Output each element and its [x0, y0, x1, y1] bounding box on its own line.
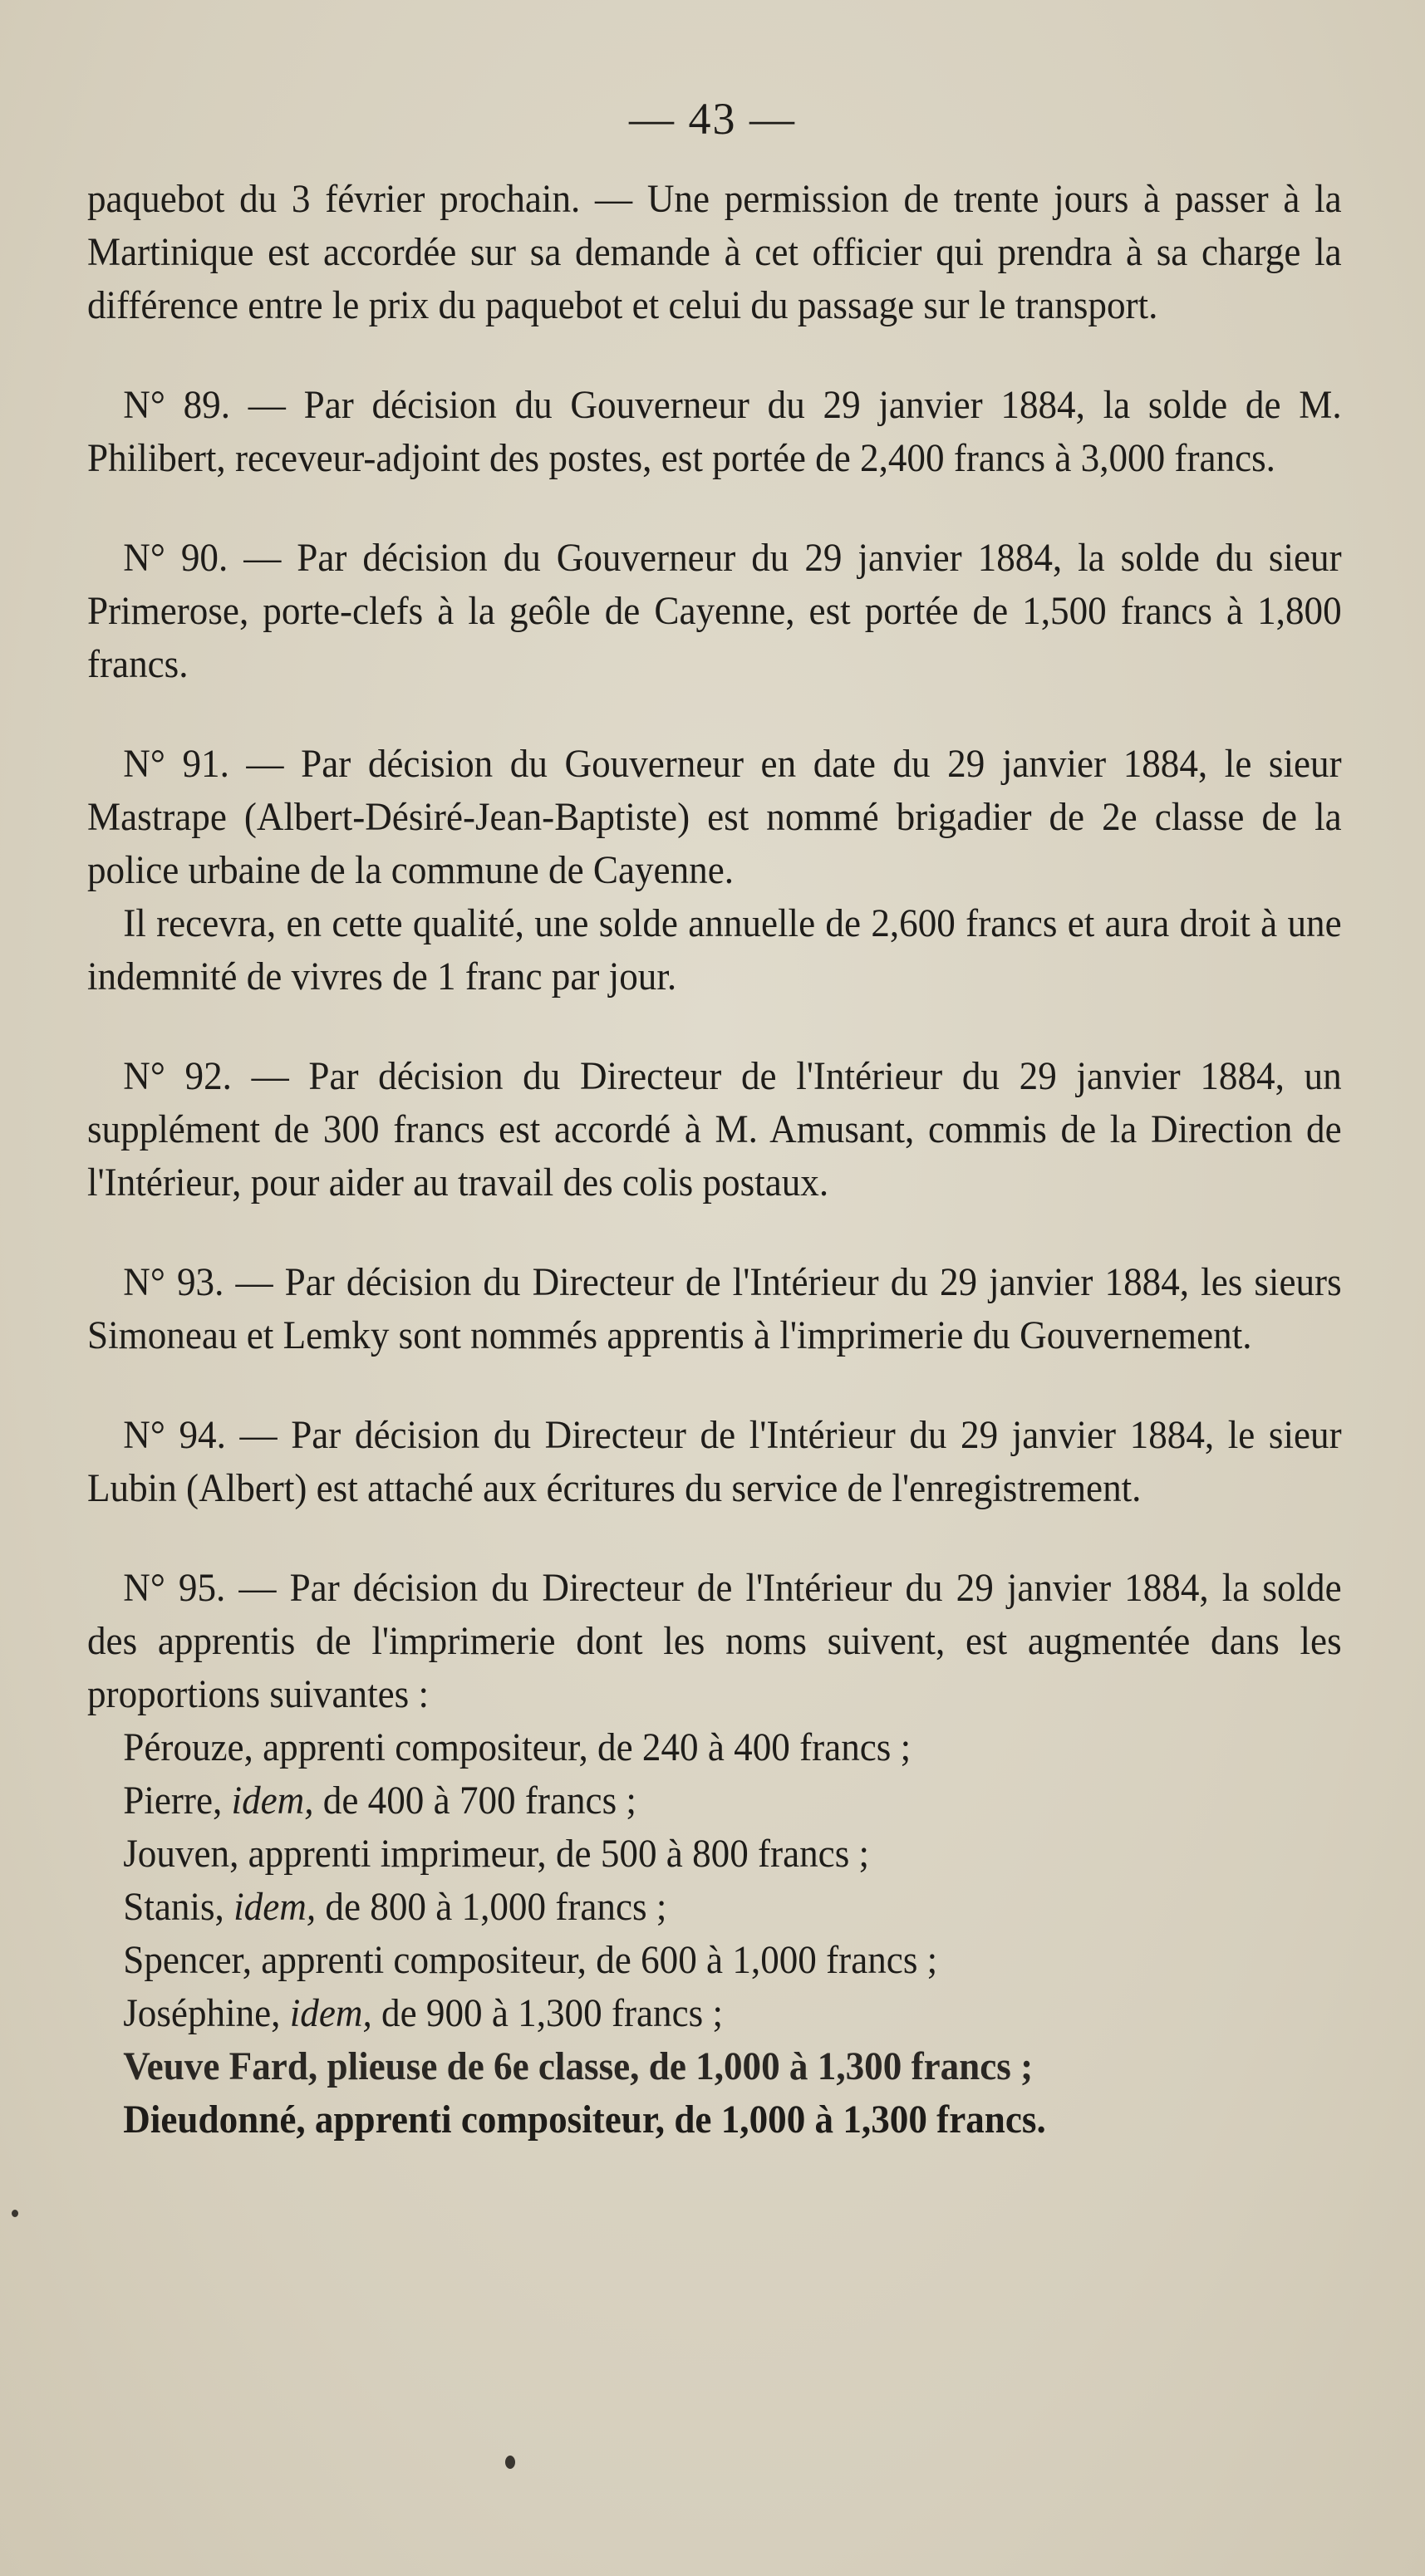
decision-91-continuation: Il recevra, en cette qualité, une solde annuelle de 2,600 francs et aura droit à une indemnité de vivres de 1 franc par jour.	[87, 901, 1342, 999]
apprentice-item	[87, 2093, 1342, 2147]
apprentice-name: Pérouze,	[123, 1725, 253, 1769]
apprentice-change: de 240 à 400 francs ;	[597, 1725, 912, 1769]
apprentice-name: Pierre,	[123, 1779, 223, 1823]
document-body	[87, 173, 1342, 2147]
decision-91: N° 91. — Par décision du Gouverneur en date du 29 janvier 1884, le sieur Mastrape (Albert-Désiré-Jean-Baptiste) est nommé brigadier de 2e classe de la police urbaine de la commune de Cayenne.	[87, 742, 1342, 892]
apprentice-change: de 1,000 à 1,300 francs.	[674, 2098, 1046, 2142]
paragraph-intro: paquebot du 3 février prochain. — Une permission de trente jours à passer à la Martinique est accordée sur sa demande à cet officier qui prendra à sa charge la différence entre le prix du paquebot et celui du passage sur le transport.	[87, 177, 1342, 327]
apprentice-change: de 400 à 700 francs ;	[322, 1779, 636, 1823]
apprentice-name: Stanis,	[123, 1885, 224, 1929]
apprentice-name: Veuve Fard,	[123, 2044, 318, 2088]
apprentice-role: apprenti compositeur,	[261, 1938, 587, 1982]
page-number: — 43 —	[629, 94, 796, 144]
decision-89: N° 89. — Par décision du Gouverneur du 29 janvier 1884, la solde de M. Philibert, receveur-adjoint des postes, est portée de 2,400 francs à 3,000 francs.	[87, 383, 1342, 480]
decision-90: N° 90. — Par décision du Gouverneur du 29 janvier 1884, la solde du sieur Primerose, porte-clefs à la geôle de Cayenne, est portée de 1,500 francs à 1,800 francs.	[87, 536, 1342, 686]
apprentice-role: idem,	[231, 1779, 314, 1823]
apprentice-item	[87, 2040, 1342, 2093]
apprentice-name: Spencer,	[123, 1938, 253, 1982]
apprentice-change: de 500 à 800 francs ;	[555, 1832, 870, 1876]
apprentice-role: apprenti imprimeur,	[248, 1832, 547, 1876]
apprentice-item	[87, 1721, 1342, 1774]
apprentice-change: de 600 à 1,000 francs ;	[596, 1938, 938, 1982]
decision-95: N° 95. — Par décision du Directeur de l'Intérieur du 29 janvier 1884, la solde des apprentis de l'imprimerie dont les noms suivent, est augmentée dans les proportions suivantes :	[87, 1566, 1342, 1716]
apprentice-list	[87, 1721, 1342, 2147]
apprentice-name: Dieudonné,	[123, 2098, 306, 2142]
apprentice-item	[87, 1774, 1342, 1828]
ink-speck	[12, 2210, 18, 2217]
apprentice-role: apprenti compositeur,	[314, 2098, 666, 2142]
apprentice-role: plieuse de 6e classe,	[327, 2044, 640, 2088]
apprentice-item	[87, 1987, 1342, 2040]
apprentice-item	[87, 1828, 1342, 1881]
apprentice-change: de 900 à 1,300 francs ;	[381, 1991, 723, 2035]
apprentice-change: de 800 à 1,000 francs ;	[325, 1885, 667, 1929]
decision-92: N° 92. — Par décision du Directeur de l'Intérieur du 29 janvier 1884, un supplément de 300 francs est accordé à M. Amusant, commis de la Direction de l'Intérieur, pour aider au travail des colis postaux.	[87, 1054, 1342, 1205]
apprentice-item	[87, 1881, 1342, 1934]
apprentice-name: Jouven,	[123, 1832, 239, 1876]
apprentice-role: apprenti compositeur,	[263, 1725, 588, 1769]
apprentice-role: idem,	[233, 1885, 317, 1929]
ink-speck	[505, 2456, 515, 2469]
decision-93: N° 93. — Par décision du Directeur de l'Intérieur du 29 janvier 1884, les sieurs Simoneau et Lemky sont nommés apprentis à l'imprimerie du Gouvernement.	[87, 1260, 1342, 1357]
apprentice-item	[87, 1934, 1342, 1987]
apprentice-change: de 1,000 à 1,300 francs ;	[648, 2044, 1034, 2088]
apprentice-name: Joséphine,	[123, 1991, 281, 2035]
decision-94: N° 94. — Par décision du Directeur de l'Intérieur du 29 janvier 1884, le sieur Lubin (Albert) est attaché aux écritures du service de l'enregistrement.	[87, 1413, 1342, 1510]
apprentice-role: idem,	[289, 1991, 372, 2035]
